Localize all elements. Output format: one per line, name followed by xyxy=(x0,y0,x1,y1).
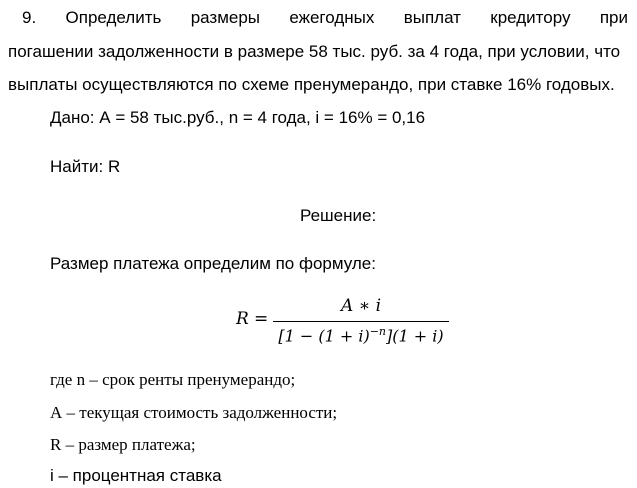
problem-word: Определить xyxy=(65,8,162,27)
denominator-main: [1 − (1 + i) xyxy=(278,326,370,346)
formula-numerator: A ∗ i xyxy=(340,296,382,316)
definition-a: А – текущая стоимость задолженности; xyxy=(50,403,338,422)
problem-word: при xyxy=(599,8,628,27)
formula-intro: Размер платежа определим по формуле: xyxy=(50,254,376,273)
given-line: Дано: А = 58 тыс.руб., n = 4 года, i = 16% = 0,16 xyxy=(50,108,426,127)
definition-r: R – размер платежа; xyxy=(50,435,196,454)
denominator-tail: ](1 + i) xyxy=(386,326,444,346)
problem-word: кредитору xyxy=(490,8,571,27)
formula-equals: = xyxy=(254,309,269,329)
problem-word: выплат xyxy=(403,8,461,27)
problem-line-3: выплаты осуществляются по схеме пренумерандо, при ставке 16% годовых. xyxy=(8,75,615,94)
definition-i: i – процентная ставка xyxy=(50,466,222,485)
definition-n: где n – срок ренты пренумерандо; xyxy=(50,370,296,389)
solution-heading: Решение: xyxy=(300,206,377,225)
problem-word: ежегодных xyxy=(289,8,375,27)
fraction-bar xyxy=(273,321,449,322)
formula-denominator xyxy=(273,325,449,345)
formula-lhs: R xyxy=(236,309,249,329)
find-line: Найти: R xyxy=(50,157,121,176)
problem-line-2: погашении задолженности в размере 58 тыс. руб. за 4 года, при условии, что xyxy=(8,42,621,61)
problem-number: 9. xyxy=(22,8,37,27)
payment-formula xyxy=(236,296,456,352)
problem-line-1 xyxy=(8,8,628,28)
problem-word: размеры xyxy=(190,8,261,27)
denominator-exponent: −n xyxy=(369,325,387,338)
